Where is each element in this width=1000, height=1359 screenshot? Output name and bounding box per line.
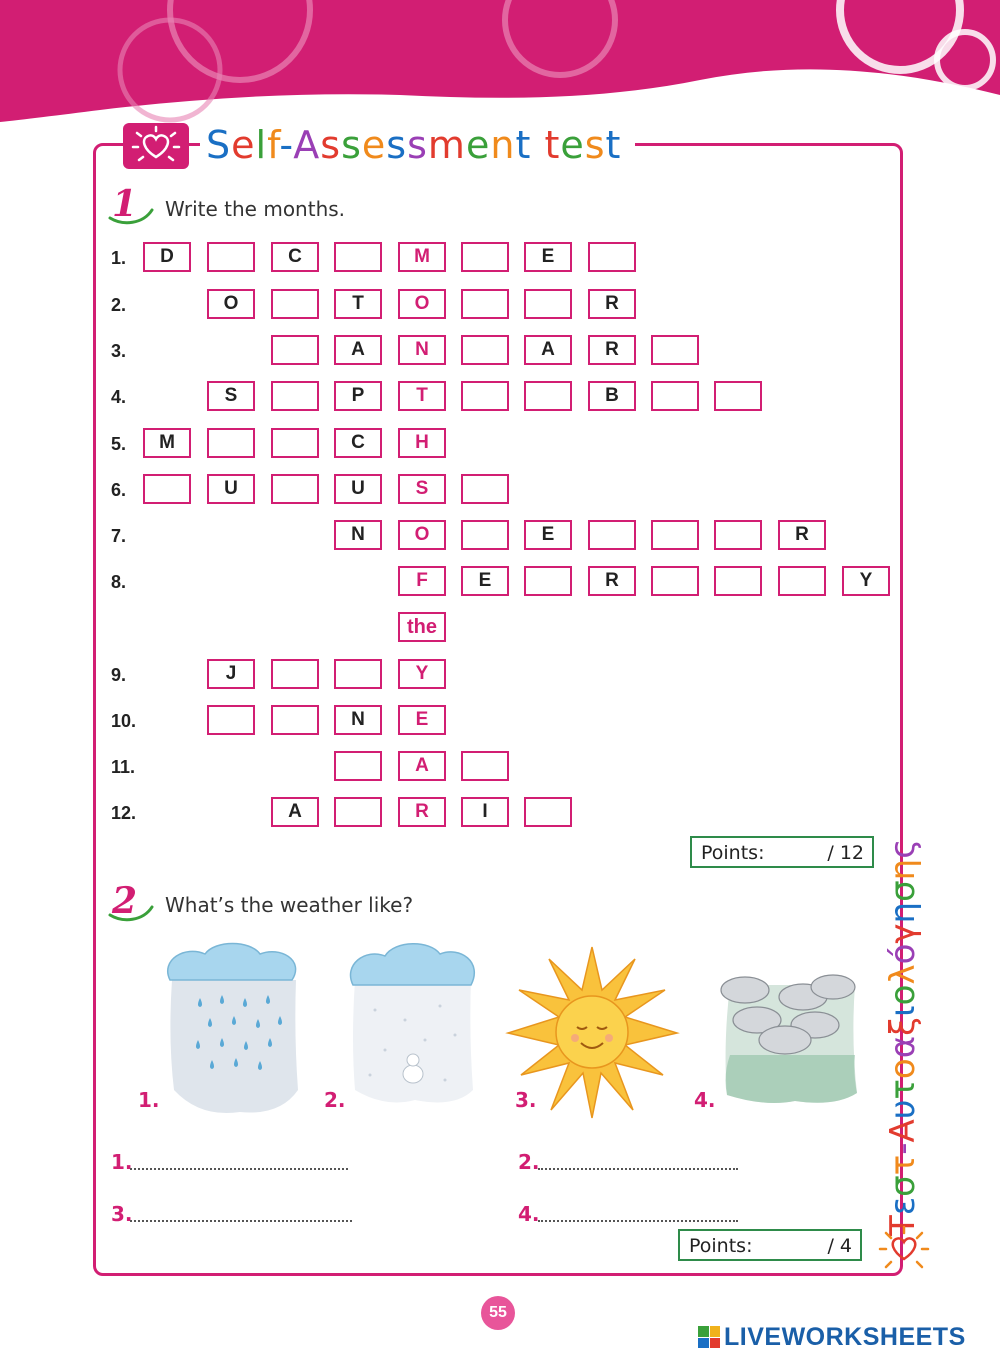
answer-line-4[interactable] (538, 1220, 738, 1222)
row-number: 2. (111, 295, 127, 315)
letter-input-box[interactable] (271, 381, 319, 411)
letter-input-box[interactable] (271, 474, 319, 504)
points-box-2 (678, 1229, 862, 1261)
letter-input-box[interactable] (651, 520, 699, 550)
letter-input-box[interactable] (588, 242, 636, 272)
letter-input-box[interactable] (651, 335, 699, 365)
letter-input-box[interactable] (271, 289, 319, 319)
letter-box: E (398, 705, 446, 735)
liveworksheets-brand (698, 1322, 966, 1352)
row-number: 5. (111, 434, 127, 454)
page-title: Self-Assessment test (200, 120, 635, 170)
row-number: 4. (111, 387, 127, 407)
swoosh-decoration (108, 206, 154, 226)
letter-box: A (271, 797, 319, 827)
letter-input-box[interactable] (334, 659, 382, 689)
points-total: / 4 (827, 1235, 852, 1257)
letter-input-box[interactable] (714, 520, 762, 550)
header-banner (0, 0, 1000, 130)
answer-label-1: 1. (111, 1150, 133, 1174)
letter-input-box[interactable] (207, 428, 255, 458)
letter-box: O (398, 289, 446, 319)
letter-box: R (588, 566, 636, 596)
row-number: 8. (111, 572, 127, 592)
letter-input-box[interactable] (714, 566, 762, 596)
letter-box: H (398, 428, 446, 458)
letter-box: E (461, 566, 509, 596)
exercise-1-instruction: Write the months. (165, 197, 346, 221)
letter-input-box[interactable] (271, 335, 319, 365)
letter-input-box[interactable] (334, 797, 382, 827)
letter-input-box[interactable] (714, 381, 762, 411)
letter-input-box[interactable] (461, 751, 509, 781)
side-title: Τεστ-Αυτοαξιολόγησης (883, 838, 923, 1236)
letter-box: T (398, 381, 446, 411)
letter-input-box[interactable] (524, 566, 572, 596)
answer-label-3: 3. (111, 1202, 133, 1226)
rain-cloud-icon (160, 940, 305, 1120)
letter-box: R (588, 335, 636, 365)
letter-input-box[interactable] (207, 705, 255, 735)
points-box-1 (690, 836, 874, 868)
letter-input-box[interactable] (207, 242, 255, 272)
letter-box: U (207, 474, 255, 504)
letter-box: E (524, 520, 572, 550)
swoosh-decoration (108, 903, 154, 923)
letter-box: O (398, 520, 446, 550)
row-number: 10. (111, 711, 137, 731)
letter-box: B (588, 381, 636, 411)
letter-input-box[interactable] (334, 751, 382, 781)
row-number: 9. (111, 665, 127, 685)
letter-box: N (334, 705, 382, 735)
row-number: 12. (111, 803, 137, 823)
letter-input-box[interactable] (524, 381, 572, 411)
letter-input-box[interactable] (461, 335, 509, 365)
letter-box: M (143, 428, 191, 458)
letter-input-box[interactable] (461, 520, 509, 550)
exercise-1-number: 1 (112, 183, 138, 225)
points-label: Points: (701, 842, 765, 864)
row-number: 3. (111, 341, 127, 361)
brand-name: LIVEWORKSHEETS (724, 1322, 966, 1351)
letter-input-box[interactable] (651, 566, 699, 596)
row-number: 7. (111, 526, 127, 546)
letter-box: J (207, 659, 255, 689)
letter-input-box[interactable] (461, 242, 509, 272)
letter-box: N (398, 335, 446, 365)
letter-input-box[interactable] (524, 289, 572, 319)
row-number: 6. (111, 480, 127, 500)
answer-label-4: 4. (518, 1202, 540, 1226)
picture-label-4: 4. (694, 1088, 716, 1112)
sun-heart-icon (878, 1225, 930, 1273)
letter-box: A (334, 335, 382, 365)
answer-label-2: 2. (518, 1150, 540, 1174)
letter-input-box[interactable] (778, 566, 826, 596)
answer-line-3[interactable] (130, 1220, 352, 1222)
letter-box: Y (398, 659, 446, 689)
letter-input-box[interactable] (588, 520, 636, 550)
heart-sun-icon (123, 123, 189, 169)
letter-input-box[interactable] (524, 797, 572, 827)
letter-box: T (334, 289, 382, 319)
letter-input-box[interactable] (461, 381, 509, 411)
letter-box: C (334, 428, 382, 458)
letter-input-box[interactable] (461, 474, 509, 504)
letter-box: C (271, 242, 319, 272)
letter-box: D (143, 242, 191, 272)
letter-box: I (461, 797, 509, 827)
row-number: 1. (111, 248, 127, 268)
letter-input-box[interactable] (461, 289, 509, 319)
answer-line-1[interactable] (130, 1168, 348, 1170)
points-total: / 12 (827, 842, 864, 864)
brand-logo-icon (698, 1326, 720, 1348)
letter-input-box[interactable] (271, 705, 319, 735)
letter-box: S (207, 381, 255, 411)
letter-box: N (334, 520, 382, 550)
letter-box: R (778, 520, 826, 550)
row-number: 11. (111, 757, 136, 777)
letter-box: U (334, 474, 382, 504)
letter-box: O (207, 289, 255, 319)
letter-box: A (398, 751, 446, 781)
letter-box: Y (842, 566, 890, 596)
letter-box: E (524, 242, 572, 272)
points-label: Points: (689, 1235, 753, 1257)
exercise-2-instruction: What’s the weather like? (165, 893, 414, 917)
letter-box: R (398, 797, 446, 827)
letter-box: F (398, 566, 446, 596)
picture-label-3: 3. (515, 1088, 537, 1112)
clouds-icon (715, 955, 865, 1110)
letter-box: S (398, 474, 446, 504)
letter-input-box[interactable] (271, 428, 319, 458)
letter-box: A (524, 335, 572, 365)
picture-label-1: 1. (138, 1088, 160, 1112)
letter-box: M (398, 242, 446, 272)
picture-label-2: 2. (324, 1088, 346, 1112)
letter-input-box[interactable] (143, 474, 191, 504)
exercise-2-number: 2 (112, 880, 138, 922)
letter-box: R (588, 289, 636, 319)
letter-box: the (398, 612, 446, 642)
snow-scene-icon (345, 940, 480, 1110)
letter-input-box[interactable] (334, 242, 382, 272)
page-number: 55 (481, 1296, 515, 1330)
letter-box: P (334, 381, 382, 411)
letter-input-box[interactable] (651, 381, 699, 411)
letter-input-box[interactable] (271, 659, 319, 689)
answer-line-2[interactable] (538, 1168, 738, 1170)
